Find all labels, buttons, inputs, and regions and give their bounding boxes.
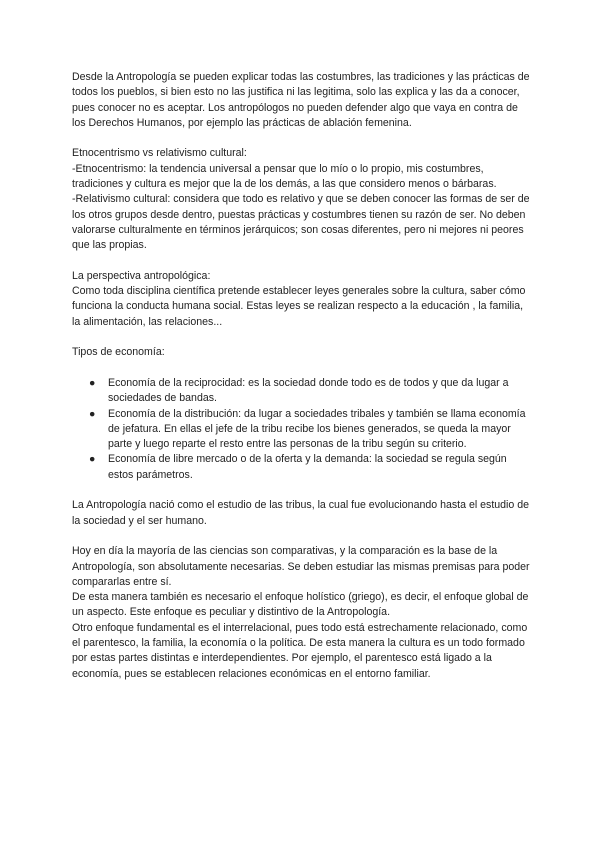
ethnocentrism-definition: -Etnocentrismo: la tendencia universal a pensar que lo mío o lo propio, mis costumbres, tradiciones y cultura es mejor que la de los demás, a las que considero menos o bárbaras. xyxy=(72,162,497,191)
comparative-paragraph: Hoy en día la mayoría de las ciencias son comparativas, y la comparación es la base de la Antropología, son absolutamente necesarias. Se deben estudiar las mismas premisas para poder compararlas entre sí. xyxy=(72,545,530,588)
list-item-text: Economía de libre mercado o de la oferta y la demanda: la sociedad se regula según estos parámetros. xyxy=(108,453,507,481)
economy-list xyxy=(72,376,532,483)
list-item xyxy=(72,376,532,407)
spacer xyxy=(72,361,532,376)
list-item xyxy=(72,407,532,453)
perspective-body: Como toda disciplina científica pretende establecer leyes generales sobre la cultura, saber cómo funciona la conducta humana social. Estas leyes se realizan respecto a la educación , la familia, la alimentación, las relaciones... xyxy=(72,285,526,328)
spacer xyxy=(72,131,532,146)
bullet-icon: ● xyxy=(89,453,96,466)
list-item-text: Economía de la distribución: da lugar a sociedades tribales y también se llama economía de jefatura. En ellas el jefe de la tribu recibe los bienes generados, se queda la mayor parte y luego reparte el resto entre las personas de la tribu según su criterio. xyxy=(108,407,526,451)
spacer xyxy=(72,254,532,269)
perspective-heading: La perspectiva antropológica: xyxy=(72,269,211,282)
relativism-definition: -Relativismo cultural: considera que todo es relativo y que se deben conocer las formas de ser de los otros grupos desde dentro, puestas prácticas y costumbres tienen su razón de ser. No deben valorarse culturalmente en términos jerárquicos; son cosas diferentes, pero ni mejores ni peores que las propias. xyxy=(72,193,530,252)
bullet-icon: ● xyxy=(89,407,96,420)
spacer xyxy=(72,330,532,345)
interrelational-paragraph: Otro enfoque fundamental es el interrelacional, pues todo está estrechamente relacionado, como el parentesco, la familia, la economía o la política. De esta manera la cultura es un todo formado por estas partes distintas e interdependientes. Por ejemplo, el parentesco está ligado a la economía, pues se establecen relaciones económicas en el entorno familiar. xyxy=(72,621,528,680)
list-item xyxy=(72,452,532,483)
economy-heading: Tipos de economía: xyxy=(72,346,165,359)
origin-paragraph: La Antropología nació como el estudio de las tribus, la cual fue evolucionando hasta el estudio de la sociedad y el ser humano. xyxy=(72,499,530,527)
spacer xyxy=(72,483,532,498)
list-item-text: Economía de la reciprocidad: es la sociedad donde todo es de todos y que da lugar a sociedades de bandas. xyxy=(108,376,509,405)
spacer xyxy=(72,529,532,544)
holistic-paragraph: De esta manera también es necesario el enfoque holístico (griego), es decir, el enfoque global de un aspecto. Este enfoque es peculiar y distintivo de la Antropología. xyxy=(72,591,529,619)
intro-paragraph: Desde la Antropología se pueden explicar todas las costumbres, las tradiciones y las prácticas de todos los pueblos, si bien esto no las justifica ni las legitima, solo las explica y las da a conocer, pues conocer no es aceptar. Los antropólogos no pueden defender algo que vaya en contra de los Derechos Humanos, por ejemplo las prácticas de ablación femenina. xyxy=(72,71,530,129)
document-page xyxy=(72,70,532,682)
ethnocentrism-heading: Etnocentrismo vs relativismo cultural: xyxy=(72,147,247,160)
bullet-icon: ● xyxy=(89,376,96,389)
